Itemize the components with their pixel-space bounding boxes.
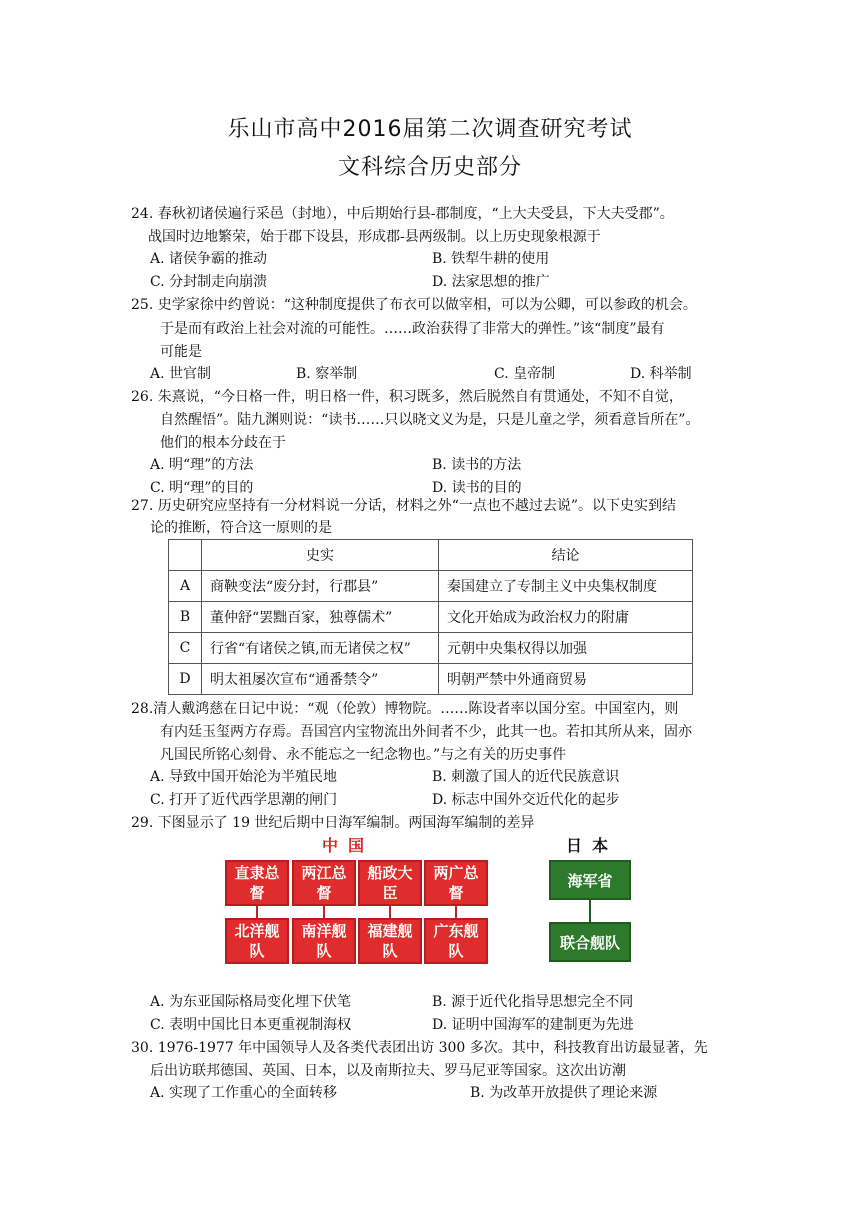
option-a: A. 明“理”的方法 (150, 457, 254, 473)
question-text: 可能是 (160, 344, 202, 360)
japan-bottom-box: 联合舰队 (549, 922, 631, 962)
china-bottom-box: 福建舰队 (358, 918, 422, 964)
option-c: C. 表明中国比日本更重视制海权 (150, 1017, 352, 1033)
table-cell: D (169, 664, 202, 695)
table-row (169, 633, 693, 664)
table-cell: 明太祖屡次宣布“通番禁令” (202, 664, 439, 695)
table-cell: B (169, 602, 202, 633)
table-header-row (169, 540, 693, 571)
question-text: 后出访联邦德国、英国、日本，以及南斯拉夫、罗马尼亚等国家。这次出访潮 (150, 1063, 626, 1079)
exam-title: 乐山市高中2016届第二次调查研究考试 (227, 117, 633, 142)
connector-line (389, 906, 391, 918)
question-text: 29. 下图显示了 19 世纪后期中日海军编制。两国海军编制的差异 (131, 815, 535, 831)
question-text: 自然醒悟”。陆九渊则说：“读书……只以晓文义为是，只是儿童之学，须看意旨所在”。 (160, 412, 700, 428)
table-cell: 董仲舒“罢黜百家，独尊儒术” (202, 602, 439, 633)
option-a: A. 诸侯争霸的推动 (150, 251, 268, 267)
table-row (169, 664, 693, 695)
table-cell: A (169, 571, 202, 602)
question-text: 26. 朱熹说，“今日格一件，明日格一件，积习既多，然后脱然自有贯通处，不知不自觉， (131, 389, 683, 405)
table-cell: 秦国建立了专制主义中央集权制度 (439, 571, 693, 602)
china-bottom-box: 北洋舰队 (225, 918, 289, 964)
question-text: 于是而有政治上社会对流的可能性。……政治获得了非常大的弹性。”该“制度”最有 (160, 321, 665, 337)
connector-line (256, 906, 258, 918)
question-text: 30. 1976-1977 年中国领导人及各类代表团出访 300 多次。其中，科技教育出访最显著，先 (131, 1040, 708, 1056)
facts-conclusion-table (168, 539, 693, 695)
option-c: C. 打开了近代西学思潮的闸门 (150, 792, 338, 808)
table-row (169, 602, 693, 633)
question-text: 25. 史学家徐中约曾说：“这种制度提供了布衣可以做宰相，可以为公卿，可以参政的机会。 (131, 297, 697, 313)
connector-line (589, 900, 591, 922)
option-b: B. 读书的方法 (432, 457, 522, 473)
table-cell: 商鞅变法“废分封，行郡县” (202, 571, 439, 602)
option-d: D. 科举制 (630, 366, 692, 382)
table-cell: 行省“有诸侯之镇,而无诸侯之权” (202, 633, 439, 664)
china-top-box: 两广总督 (424, 860, 488, 906)
exam-subtitle: 文科综合历史部分 (337, 155, 522, 180)
table-header-cell: 史实 (202, 540, 439, 571)
option-b: B. 察举制 (296, 366, 358, 382)
china-top-box: 直隶总督 (225, 860, 289, 906)
option-a: A. 导致中国开始沦为半殖民地 (150, 769, 338, 785)
option-b: B. 刺激了国人的近代民族意识 (432, 769, 620, 785)
table-cell: C (169, 633, 202, 664)
china-label: 中国 (322, 836, 375, 855)
question-text: 凡国民所铭心刻骨、永不能忘之一纪念物也。”与之有关的历史事件 (160, 747, 567, 763)
table-header-cell: 结论 (439, 540, 693, 571)
china-bottom-box: 南洋舰队 (292, 918, 356, 964)
table-header-cell (169, 540, 202, 571)
option-d: D. 法家思想的推广 (432, 274, 550, 290)
japan-top-box: 海军省 (549, 860, 631, 900)
china-top-box: 船政大臣 (358, 860, 422, 906)
option-d: D. 证明中国海军的建制更为先进 (432, 1017, 634, 1033)
question-text: 论的推断，符合这一原则的是 (150, 520, 332, 536)
connector-line (455, 906, 457, 918)
china-bottom-box: 广东舰队 (424, 918, 488, 964)
japan-label: 日本 (566, 836, 619, 855)
option-a: A. 世官制 (150, 366, 212, 382)
table-row (169, 571, 693, 602)
option-c: C. 明“理”的目的 (150, 480, 254, 496)
option-c: C. 皇帝制 (494, 366, 556, 382)
option-b: B. 铁犁牛耕的使用 (432, 251, 550, 267)
question-text: 27. 历史研究应坚持有一分材料说一分话，材料之外“一点也不越过去说”。以下史实到结 (131, 498, 677, 514)
option-c: C. 分封制走向崩溃 (150, 274, 268, 290)
table-cell: 元朝中央集权得以加强 (439, 633, 693, 664)
table-cell: 文化开始成为政治权力的附庸 (439, 602, 693, 633)
question-text: 他们的根本分歧在于 (160, 435, 286, 451)
option-b: B. 源于近代化指导思想完全不同 (432, 994, 634, 1010)
question-text: 24. 春秋初诸侯遍行采邑（封地），中后期始行县-郡制度，“上大夫受县，下大夫受郡”。 (131, 206, 674, 222)
question-text: 28.清人戴鸿慈在日记中说：“观（伦敦）博物院。……陈设者率以国分室。中国室内，则 (131, 701, 679, 717)
option-b: B. 为改革开放提供了理论来源 (470, 1085, 658, 1101)
option-a: A. 实现了工作重心的全面转移 (150, 1085, 338, 1101)
question-text: 战国时边地繁荣，始于郡下设县，形成郡-县两级制。以上历史现象根源于 (148, 229, 601, 245)
connector-line (323, 906, 325, 918)
option-d: D. 读书的目的 (432, 480, 522, 496)
question-text: 有内廷玉玺两方存焉。吾国宫内宝物流出外间者不少，此其一也。若扣其所从来，固亦 (160, 724, 692, 740)
china-top-box: 两江总督 (292, 860, 356, 906)
option-d: D. 标志中国外交近代化的起步 (432, 792, 620, 808)
table-cell: 明朝严禁中外通商贸易 (439, 664, 693, 695)
option-a: A. 为东亚国际格局变化埋下伏笔 (150, 994, 352, 1010)
